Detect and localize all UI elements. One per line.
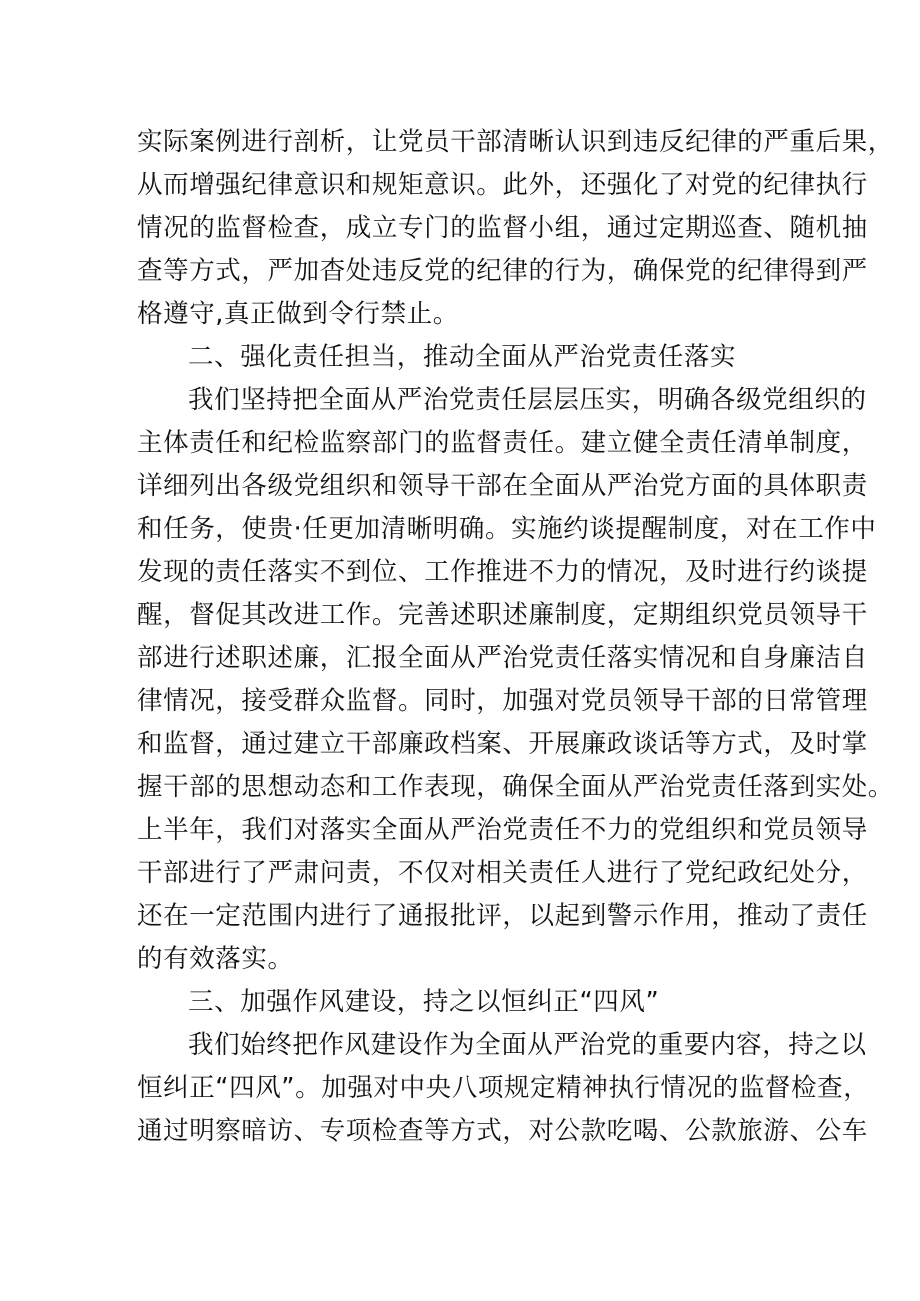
text-line: 和监督，通过建立干部廉政档案、开展廉政谈话等方式，及时掌 bbox=[137, 729, 868, 759]
section-heading: 三、加强作风建设，持之以恒纠正“四风” bbox=[188, 987, 660, 1017]
text-line: 从而增强纪律意识和规矩意识。此外，还强化了对党的纪律执行 bbox=[137, 170, 868, 200]
text-line: 和任务，使贵·任更加清晰明确。实施约谈提醒制度，对在工作中 bbox=[137, 514, 877, 544]
text-line: 格遵守,真正做到令行禁止。 bbox=[137, 299, 459, 329]
text-line: 查等方式，严加杳处违反党的纪律的行为，确保党的纪律得到严 bbox=[137, 256, 868, 286]
text-line: 恒纠正“四风”。加强对中央八项规定精神执行情况的监督检查， bbox=[137, 1073, 870, 1103]
text-line: 还在一定范围内进行了通报批评，以起到警示作用，推动了责任 bbox=[137, 901, 868, 931]
text-line: 律情况，接受群众监督。同时，加强对党员领导干部的日常管理 bbox=[137, 686, 868, 716]
text-line: 上半年，我们对落实全面从严治党责任不力的党组织和党员领导 bbox=[137, 815, 868, 845]
text-line: 醒，督促其改进工作。完善述职述廉制度，定期组织党员领导干 bbox=[137, 600, 868, 630]
text-line: 我们始终把作风建设作为全面从严治党的重要内容，持之以 bbox=[188, 1030, 867, 1060]
text-line: 情况的监督检查，成立专门的监督小组，通过定期巡查、随机抽 bbox=[137, 213, 868, 243]
text-line: 的有效落实。 bbox=[137, 944, 294, 974]
text-line: 通过明察暗访、专项检查等方式，对公款吃喝、公款旅游、公车 bbox=[137, 1116, 868, 1146]
text-line: 握干部的思想动态和工作表现，确保全面从严治党责任落到实处。 bbox=[137, 772, 894, 802]
text-line: 主体责任和纪检监察部门的监督责任。建立健全责任清单制度， bbox=[137, 428, 868, 458]
text-line: 发现的责任落实不到位、工作推进不力的情况，及时进行约谈提 bbox=[137, 557, 868, 587]
text-line: 实际案例进行剖析，让党员干部清晰认识到违反纪律的严重后果， bbox=[137, 127, 894, 157]
text-line: 部进行述职述廉，汇报全面从严治党责任落实情况和自身廉洁自 bbox=[137, 643, 868, 673]
section-heading: 二、强化责任担当，推动全面从严治党责任落实 bbox=[188, 342, 737, 372]
text-line: 详细列出各级党组织和领导干部在全面从严治党方面的具体职责 bbox=[137, 471, 868, 501]
text-line: 我们坚持把全面从严治党责任层层压实，明确各级党组织的 bbox=[188, 385, 867, 415]
text-line: 干部进行了严肃问责，不仅对相关责任人进行了党纪政纪处分， bbox=[137, 858, 868, 888]
